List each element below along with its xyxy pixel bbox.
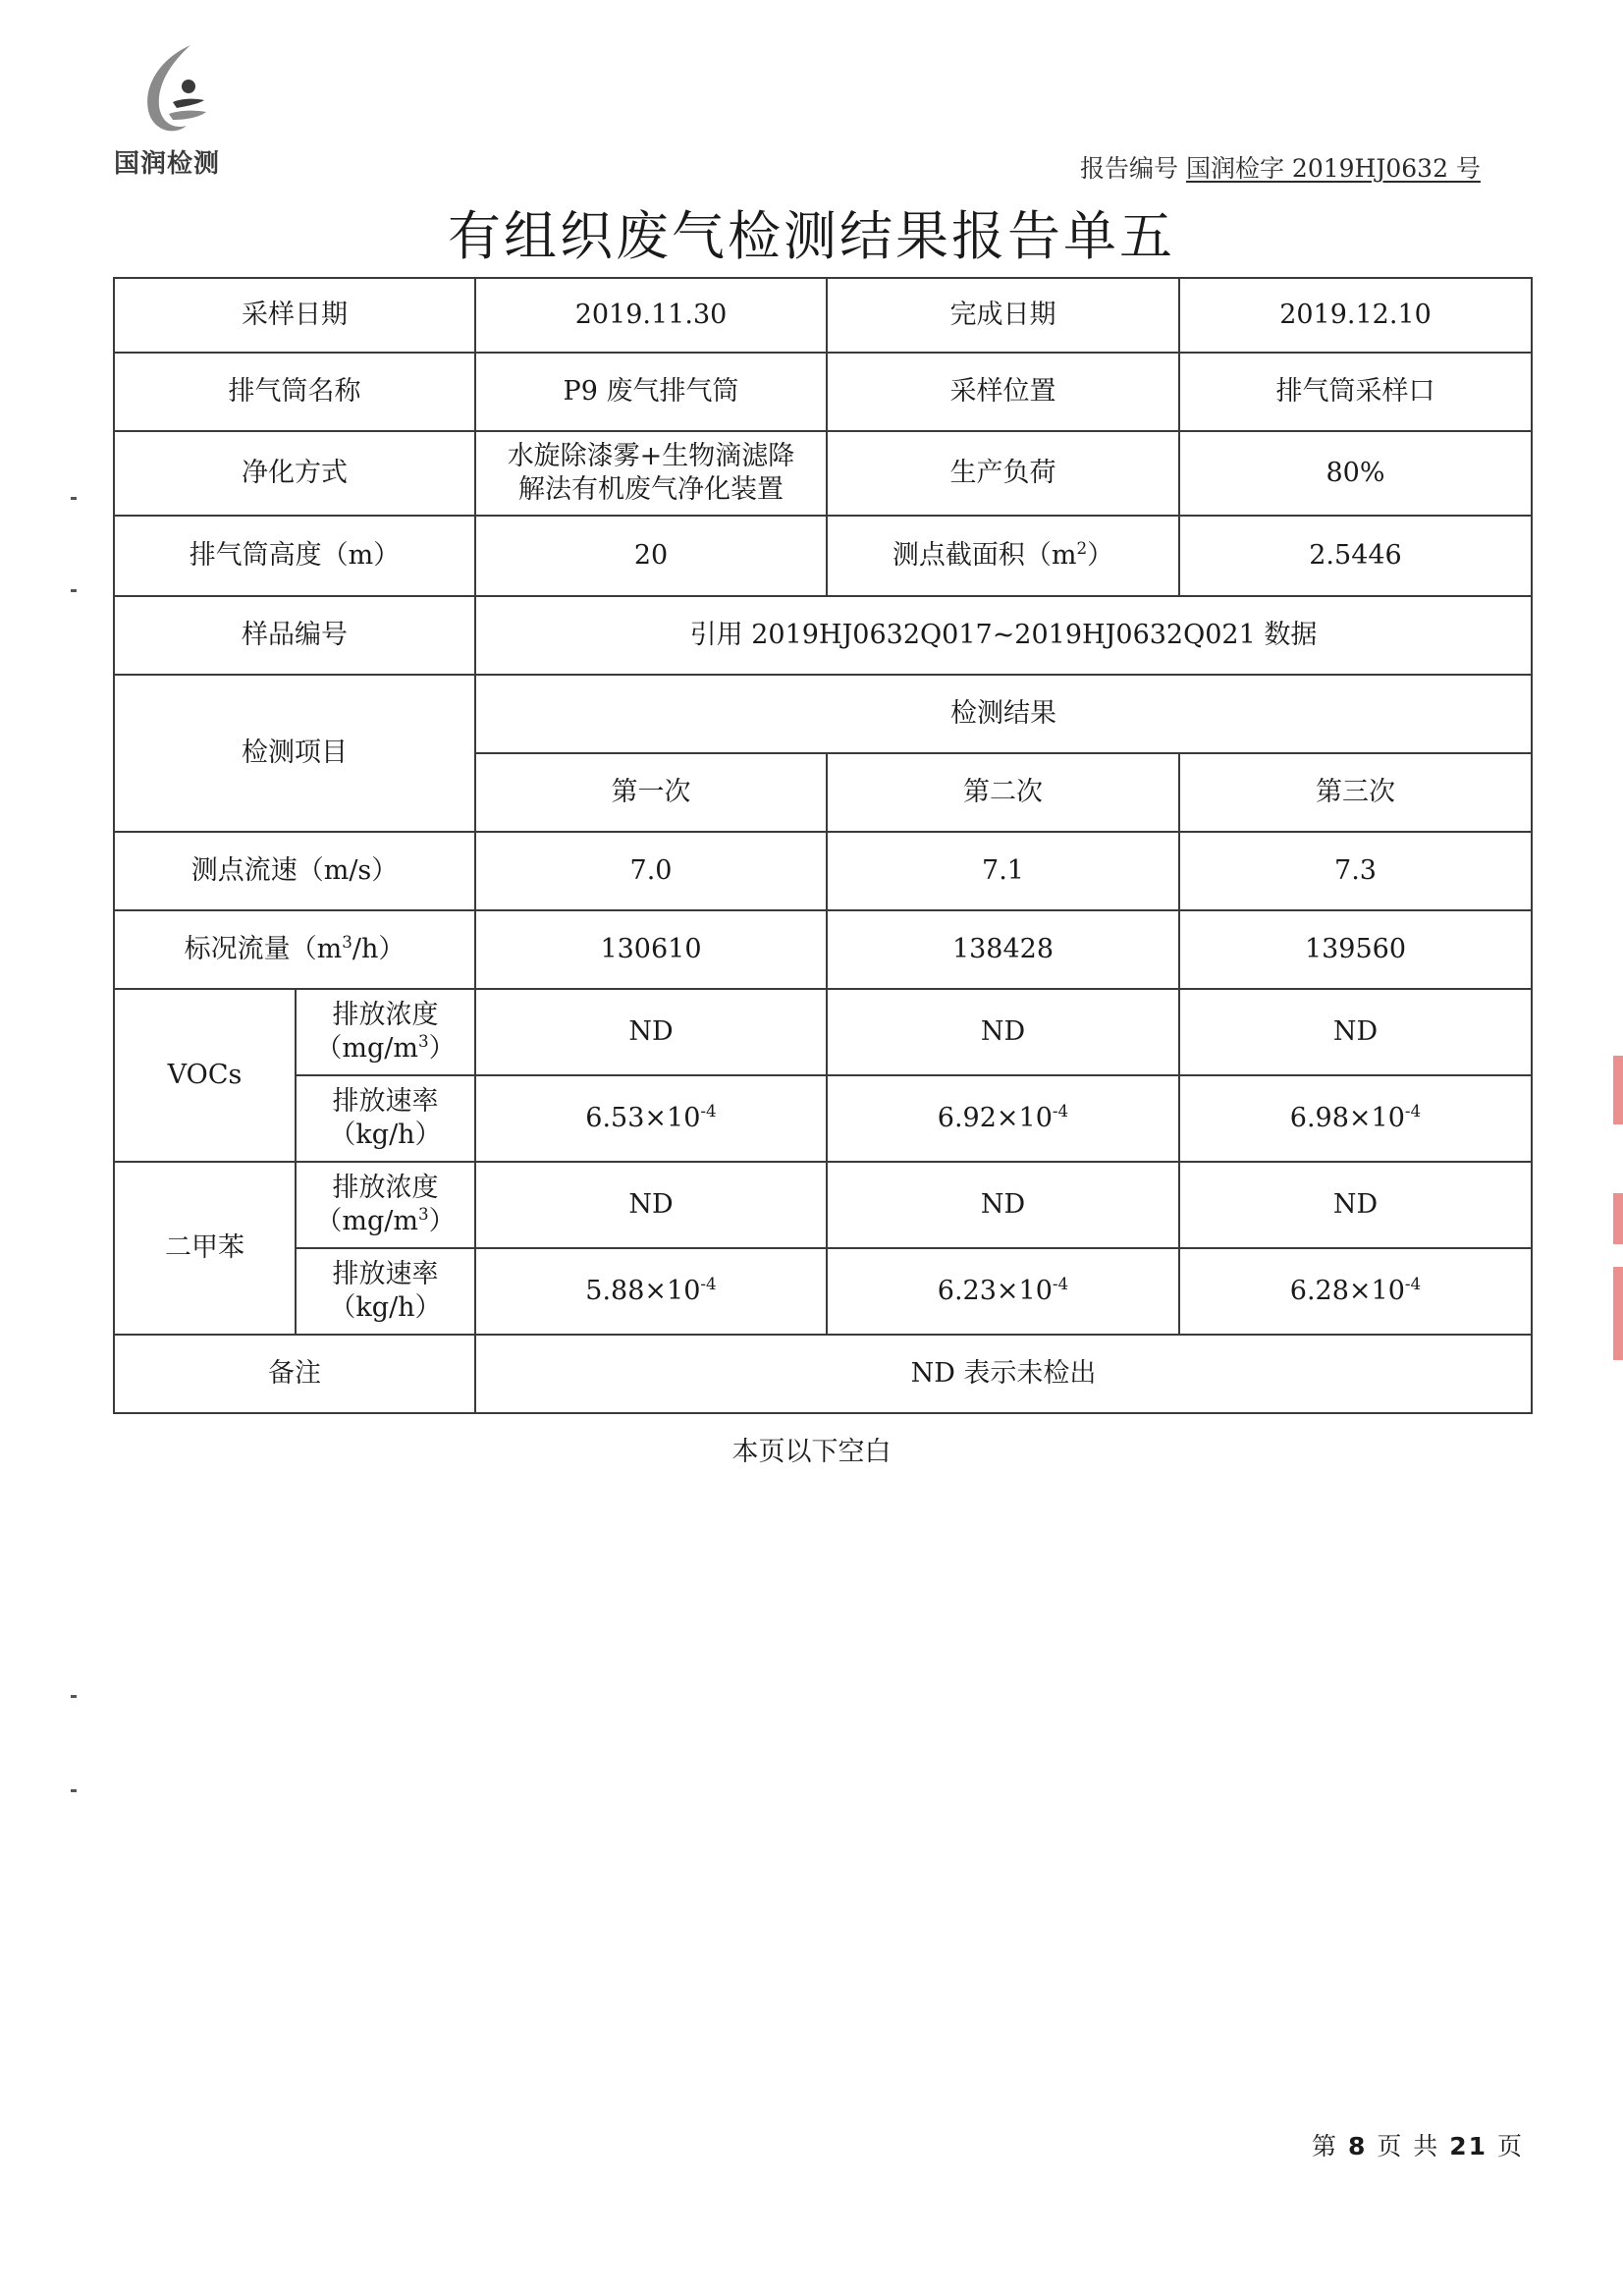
- area-value: 2.5446: [1179, 516, 1532, 596]
- conc-run-1: ND: [475, 989, 827, 1075]
- rate-mantissa: 6.98×10: [1289, 1103, 1405, 1134]
- pollutant-name: 二甲苯: [114, 1162, 296, 1335]
- velocity-run-3: 7.3: [1179, 832, 1532, 910]
- table-row: [114, 675, 1532, 753]
- rate-label-line2: （kg/h）: [329, 1120, 442, 1150]
- completion-date-value: 2019.12.10: [1179, 278, 1532, 353]
- page-suffix: 页: [1496, 2132, 1524, 2160]
- flow-run-2: 138428: [827, 910, 1179, 989]
- rate-run-2: [827, 1075, 1179, 1162]
- table-row: [114, 1335, 1532, 1413]
- table-row: [114, 1248, 1532, 1335]
- height-value: 20: [475, 516, 827, 596]
- page-current: 8: [1347, 2132, 1368, 2160]
- area-label-prefix: 测点截面积（m: [892, 540, 1077, 572]
- sampling-date-label: 采样日期: [114, 278, 475, 353]
- area-label-suffix: ）: [1087, 540, 1114, 572]
- conc-run-3: ND: [1179, 989, 1532, 1075]
- sample-no-label: 样品编号: [114, 596, 475, 675]
- page-middle: 页 共: [1377, 2132, 1440, 2160]
- sampling-date-value: 2019.11.30: [475, 278, 827, 353]
- purification-line2: 解法有机废气净化装置: [518, 474, 784, 505]
- table-row: [114, 910, 1532, 989]
- completion-date-label: 完成日期: [827, 278, 1179, 353]
- table-row: [114, 431, 1532, 516]
- conc-run-3: ND: [1179, 1162, 1532, 1248]
- rate-mantissa: 6.28×10: [1289, 1276, 1405, 1307]
- flow-label-suffix: /h）: [352, 934, 406, 965]
- report-number-label: 报告编号: [1080, 154, 1179, 183]
- conc-run-2: ND: [827, 1162, 1179, 1248]
- flow-label-prefix: 标况流量（m: [184, 934, 343, 965]
- flow-run-1: 130610: [475, 910, 827, 989]
- page-prefix: 第: [1312, 2132, 1339, 2160]
- table-row: [114, 353, 1532, 431]
- company-logo: [108, 41, 245, 179]
- seal-fragment-3: [1613, 1267, 1623, 1360]
- rate-mantissa: 6.23×10: [937, 1276, 1053, 1307]
- conc-label-suffix: ）: [428, 1206, 456, 1236]
- item-label: 检测项目: [114, 675, 475, 832]
- flow-label: [114, 910, 475, 989]
- scan-speck: [71, 1789, 77, 1792]
- rate-label-line2: （kg/h）: [329, 1292, 442, 1323]
- rate-label-line1: 排放速率: [332, 1259, 439, 1290]
- table-row: [114, 989, 1532, 1075]
- conc-label-line1: 排放浓度: [332, 1173, 439, 1204]
- area-label: [827, 516, 1179, 596]
- load-label: 生产负荷: [827, 431, 1179, 516]
- rate-label: [296, 1075, 475, 1162]
- rate-run-1: [475, 1248, 827, 1335]
- rate-label-line1: 排放速率: [332, 1086, 439, 1118]
- report-number: [1080, 149, 1481, 185]
- seal-fragment-2: [1613, 1193, 1623, 1244]
- page-title: 有组织废气检测结果报告单五: [448, 205, 1175, 267]
- remark-label: 备注: [114, 1335, 475, 1413]
- table-row: [114, 516, 1532, 596]
- purification-value: [475, 431, 827, 516]
- page-number: [1312, 2127, 1524, 2162]
- conc-run-1: ND: [475, 1162, 827, 1248]
- rate-label: [296, 1248, 475, 1335]
- page-total: 21: [1449, 2132, 1488, 2160]
- scan-speck: [71, 497, 77, 500]
- rate-exponent: -4: [700, 1274, 717, 1294]
- rate-exponent: -4: [1404, 1274, 1422, 1294]
- scan-speck: [71, 589, 77, 592]
- load-value: 80%: [1179, 431, 1532, 516]
- conc-label: [296, 1162, 475, 1248]
- velocity-run-1: 7.0: [475, 832, 827, 910]
- rate-run-1: [475, 1075, 827, 1162]
- conc-label: [296, 989, 475, 1075]
- flow-label-sup: 3: [342, 932, 352, 953]
- rate-run-3: [1179, 1248, 1532, 1335]
- velocity-label: 测点流速（m/s）: [114, 832, 475, 910]
- logo-text: 国润检测: [114, 149, 221, 179]
- conc-label-line1: 排放浓度: [332, 1000, 439, 1031]
- result-table: [113, 277, 1533, 1414]
- height-label: 排气筒高度（m）: [114, 516, 475, 596]
- conc-label-unit: （mg/m: [315, 1033, 418, 1064]
- conc-label-line2: [300, 1205, 470, 1238]
- run-2-header: 第二次: [827, 753, 1179, 832]
- table-row: [114, 832, 1532, 910]
- logo-mark-icon: [130, 41, 218, 143]
- conc-label-unit: （mg/m: [315, 1206, 418, 1236]
- rate-run-2: [827, 1248, 1179, 1335]
- rate-exponent: -4: [1052, 1101, 1069, 1121]
- rate-mantissa: 6.53×10: [585, 1103, 701, 1134]
- rate-exponent: -4: [1404, 1101, 1422, 1121]
- conc-label-sup: 3: [417, 1204, 429, 1224]
- area-label-sup: 2: [1076, 538, 1088, 559]
- flow-run-3: 139560: [1179, 910, 1532, 989]
- rate-run-3: [1179, 1075, 1532, 1162]
- conc-label-suffix: ）: [428, 1033, 456, 1064]
- scan-speck: [71, 1695, 77, 1698]
- conc-label-sup: 3: [417, 1031, 429, 1051]
- velocity-run-2: 7.1: [827, 832, 1179, 910]
- conc-run-2: ND: [827, 989, 1179, 1075]
- rate-mantissa: 6.92×10: [937, 1103, 1053, 1134]
- sampling-position-value: 排气筒采样口: [1179, 353, 1532, 431]
- table-row: [114, 1075, 1532, 1162]
- purification-line1: 水旋除漆雾+生物滴滤降: [507, 441, 795, 472]
- table-row: [114, 278, 1532, 353]
- report-number-value: 国润检字 2019HJ0632 号: [1185, 154, 1481, 183]
- run-3-header: 第三次: [1179, 753, 1532, 832]
- stack-name-label: 排气筒名称: [114, 353, 475, 431]
- conc-label-line2: [300, 1032, 470, 1066]
- blank-below-note: 本页以下空白: [731, 1437, 892, 1467]
- rate-exponent: -4: [1052, 1274, 1069, 1294]
- table-row: [114, 1162, 1532, 1248]
- table-row: [114, 596, 1532, 675]
- remark-value: ND 表示未检出: [475, 1335, 1532, 1413]
- rate-mantissa: 5.88×10: [585, 1276, 701, 1307]
- pollutant-name: VOCs: [114, 989, 296, 1162]
- seal-fragment-1: [1613, 1056, 1623, 1124]
- stack-name-value: P9 废气排气筒: [475, 353, 827, 431]
- purification-label: 净化方式: [114, 431, 475, 516]
- rate-exponent: -4: [700, 1101, 717, 1121]
- result-label: 检测结果: [475, 675, 1532, 753]
- sampling-position-label: 采样位置: [827, 353, 1179, 431]
- sample-no-value: 引用 2019HJ0632Q017~2019HJ0632Q021 数据: [475, 596, 1532, 675]
- run-1-header: 第一次: [475, 753, 827, 832]
